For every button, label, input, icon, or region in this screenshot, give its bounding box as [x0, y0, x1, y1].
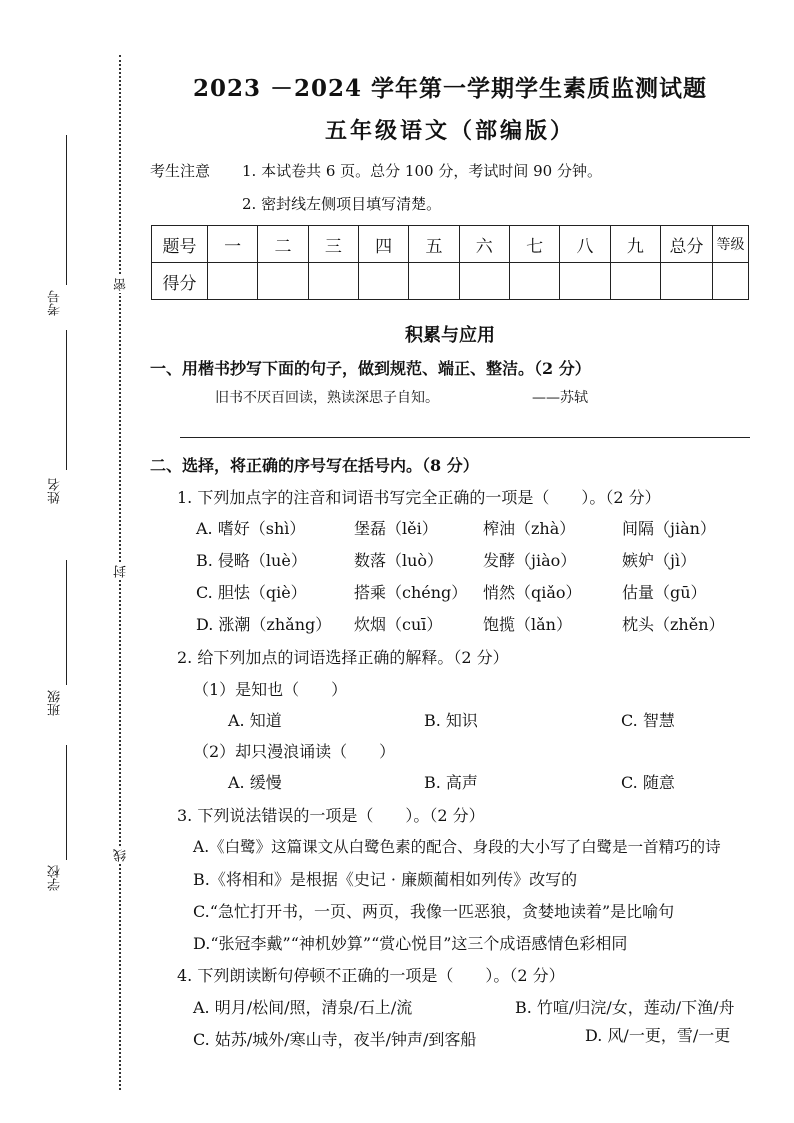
q2-1-row-a-3: 榨油（zhà） [483, 519, 576, 538]
seal-char-xian: 线 [114, 849, 129, 862]
q2-2-sub2-option-b: B. 高声 [424, 773, 478, 792]
score-cell[interactable] [258, 263, 308, 300]
q1-sentence: 旧书不厌百回读，熟读深思子自知。 [215, 390, 439, 406]
q2-2-stem: 2. 给下列加点的词语选择正确的解释。（2 分） [177, 648, 509, 667]
score-header-cell: 三 [308, 226, 358, 263]
score-cell[interactable] [509, 263, 559, 300]
notice-label: 考生注意 [150, 162, 211, 180]
school-blank[interactable] [66, 745, 67, 860]
seal-char-mi: 密 [114, 278, 129, 291]
exam-title: 2023 －2024 学年第一学期学生素质监测试题 [192, 75, 708, 102]
q2-1-row-c-3: 悄然（qiǎo） [483, 583, 582, 602]
score-header-cell: 九 [610, 226, 660, 263]
q2-1-row-b-3: 发酵（jiào） [483, 551, 577, 570]
q2-2-sub1-option-c: C. 智慧 [621, 711, 675, 730]
notice-item-2: 2. 密封线左侧项目填写清楚。 [242, 195, 442, 213]
q2-3-option-a: A.《白鹭》这篇课文从白鹭色素的配合、身段的大小写了白鹭是一首精巧的诗 [193, 838, 721, 856]
score-header-cell: 六 [459, 226, 509, 263]
score-table-score-row [152, 263, 749, 300]
q2-1-row-d-3: 饱揽（lǎn） [483, 615, 572, 634]
exam-subtitle: 五年级语文（部编版） [324, 118, 575, 144]
score-label-cell: 得分 [152, 263, 208, 300]
q2-1-row-c-4: 估量（gū） [622, 583, 707, 602]
score-header-cell: 七 [509, 226, 559, 263]
score-cell[interactable] [610, 263, 660, 300]
score-cell[interactable] [713, 263, 749, 300]
score-cell[interactable] [409, 263, 459, 300]
score-header-cell: 题号 [152, 226, 208, 263]
q2-1-row-a-4: 间隔（jiàn） [622, 519, 716, 538]
score-cell[interactable] [459, 263, 509, 300]
score-cell[interactable] [560, 263, 610, 300]
exam-number-blank[interactable] [66, 135, 67, 285]
q2-4-option-c: C. 姑苏/城外/寒山寺，夜半/钟声/到客船 [193, 1030, 477, 1049]
class-label: 班级 [48, 690, 63, 716]
name-blank[interactable] [66, 330, 67, 470]
q2-3-option-c: C.“急忙打开书，一页、两页，我像一匹恶狼，贪婪地读着”是比喻句 [193, 902, 675, 921]
name-label: 姓名 [48, 478, 63, 504]
q2-2-sub1-option-b: B. 知识 [424, 711, 478, 730]
q2-4-stem: 4. 下列朗读断句停顿不正确的一项是（ ）。（2 分） [177, 966, 565, 985]
q2-2-sub2: （2）却只漫浪诵读（ ） [193, 742, 396, 761]
q2-1-row-a-2: 堡磊（lěi） [354, 519, 438, 538]
score-header-cell: 五 [409, 226, 459, 263]
score-cell[interactable] [661, 263, 713, 300]
q2-1-row-c-1: C. 胆怯（qiè） [196, 583, 307, 602]
score-table-header-row [152, 226, 749, 263]
q2-1-row-b-2: 数落（luò） [354, 551, 444, 570]
score-header-cell: 四 [358, 226, 408, 263]
q2-3-stem: 3. 下列说法错误的一项是（ ）。（2 分） [177, 806, 485, 825]
q2-title: 二、选择，将正确的序号写在括号内。（8 分） [150, 456, 479, 475]
q2-1-row-d-2: 炊烟（cuī） [354, 615, 443, 634]
exam-number-label: 考号 [48, 290, 63, 316]
q2-3-option-d: D.“张冠李戴”“神机妙算”“赏心悦目”这三个成语感情色彩相同 [193, 934, 628, 953]
seal-char-feng: 封 [114, 565, 129, 578]
school-label: 学校 [48, 865, 63, 891]
score-header-cell: 八 [560, 226, 610, 263]
q2-2-sub1-option-a: A. 知道 [228, 711, 282, 730]
score-table [151, 225, 749, 300]
q2-1-row-d-4: 枕头（zhěn） [622, 615, 725, 634]
score-cell[interactable] [358, 263, 408, 300]
q2-1-row-d-1: D. 涨潮（zhǎng） [196, 615, 332, 634]
q1-title: 一、用楷书抄写下面的句子，做到规范、端正、整洁。（2 分） [150, 359, 591, 378]
score-header-cell: 等级 [713, 226, 749, 263]
q2-1-row-b-4: 嫉妒（jì） [622, 551, 697, 570]
score-header-cell: 总分 [661, 226, 713, 263]
q1-author: ——苏轼 [532, 390, 588, 406]
q2-4-option-a: A. 明月/松间/照，清泉/石上/流 [193, 998, 413, 1017]
q2-1-row-b-1: B. 侵略（luè） [196, 551, 307, 570]
score-header-cell: 一 [208, 226, 258, 263]
q2-2-sub2-option-c: C. 随意 [621, 773, 675, 792]
notice-item-1: 1. 本试卷共 6 页。总分 100 分，考试时间 90 分钟。 [242, 162, 602, 180]
q2-2-sub2-option-a: A. 缓慢 [228, 773, 282, 792]
score-cell[interactable] [208, 263, 258, 300]
score-cell[interactable] [308, 263, 358, 300]
section-title: 积累与应用 [405, 325, 495, 346]
q2-4-option-b: B. 竹喧/归浣/女，莲动/下渔/舟 [515, 998, 735, 1017]
class-blank[interactable] [66, 560, 67, 685]
q2-1-row-a-1: A. 嗜好（shì） [196, 519, 306, 538]
q2-1-stem: 1. 下列加点字的注音和词语书写完全正确的一项是（ ）。（2 分） [177, 488, 661, 507]
q2-4-option-d: D. 风/一更，雪/一更 [585, 1026, 731, 1045]
q2-1-row-c-2: 搭乘（chéng） [354, 583, 468, 602]
q2-3-option-b: B.《将相和》是根据《史记 · 廉颇蔺相如列传》改写的 [193, 870, 578, 889]
score-header-cell: 二 [258, 226, 308, 263]
q2-2-sub1: （1）是知也（ ） [193, 680, 348, 699]
q1-answer-line[interactable] [180, 437, 750, 438]
